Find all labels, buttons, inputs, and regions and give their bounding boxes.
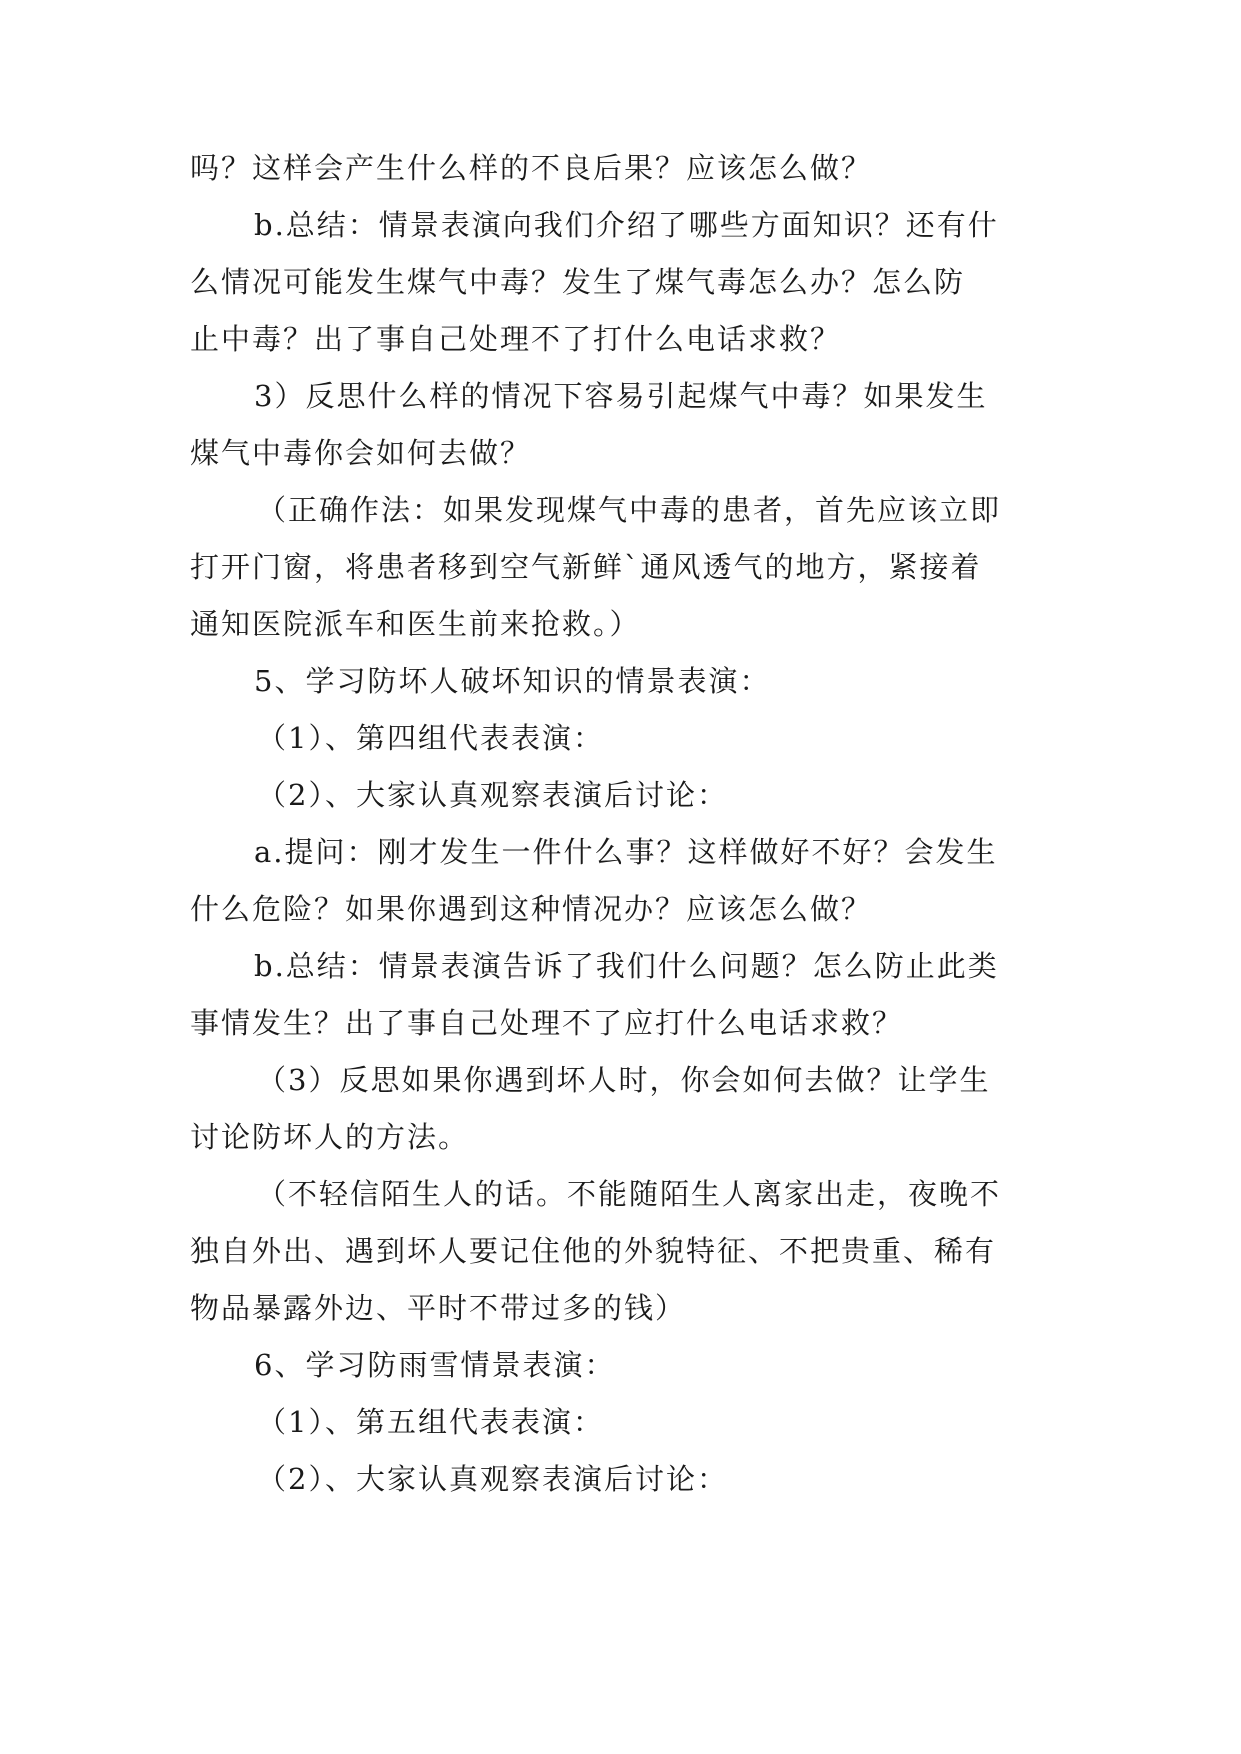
text-line: a.提问：刚才发生一件什么事？这样做好不好？会发生 bbox=[254, 835, 998, 869]
text-line: 止中毒？出了事自己处理不了打什么电话求救？ bbox=[190, 322, 842, 356]
text-line: 物品暴露外边、平时不带过多的钱） bbox=[190, 1291, 687, 1325]
text-line: 什么危险？如果你遇到这种情况办？应该怎么做？ bbox=[190, 892, 873, 926]
text-line: 通知医院派车和医生前来抢救。） bbox=[190, 607, 641, 641]
text-line: 事情发生？出了事自己处理不了应打什么电话求救？ bbox=[190, 1006, 904, 1040]
text-line: 吗？这样会产生什么样的不良后果？应该怎么做？ bbox=[190, 151, 873, 185]
text-line: b.总结：情景表演向我们介绍了哪些方面知识？还有什 bbox=[254, 208, 999, 242]
text-line: 3）反思什么样的情况下容易引起煤气中毒？如果发生 bbox=[254, 379, 988, 413]
text-line: （3）反思如果你遇到坏人时，你会如何去做？让学生 bbox=[257, 1063, 991, 1097]
text-line: （1）、第四组代表表演： bbox=[257, 721, 604, 755]
text-line: 打开门窗，将患者移到空气新鲜`通风透气的地方，紧接着 bbox=[190, 550, 982, 584]
text-line: （不轻信陌生人的话。不能随陌生人离家出走，夜晚不 bbox=[257, 1177, 1002, 1211]
text-line: （2）、大家认真观察表演后讨论： bbox=[257, 1462, 728, 1496]
text-line: 独自外出、遇到坏人要记住他的外貌特征、不把贵重、稀有 bbox=[190, 1234, 997, 1268]
text-line: （1）、第五组代表表演： bbox=[257, 1405, 604, 1439]
text-line: 5、学习防坏人破坏知识的情景表演： bbox=[254, 664, 771, 698]
text-line: （2）、大家认真观察表演后讨论： bbox=[257, 778, 728, 812]
text-line: 讨论防坏人的方法。 bbox=[190, 1120, 470, 1154]
text-line: 么情况可能发生煤气中毒？发生了煤气毒怎么办？怎么防 bbox=[190, 265, 966, 299]
text-line: b.总结：情景表演告诉了我们什么问题？怎么防止此类 bbox=[254, 949, 999, 983]
text-line: 煤气中毒你会如何去做？ bbox=[190, 436, 532, 470]
text-line: （正确作法：如果发现煤气中毒的患者，首先应该立即 bbox=[257, 493, 1002, 527]
text-line: 6、学习防雨雪情景表演： bbox=[254, 1348, 616, 1382]
